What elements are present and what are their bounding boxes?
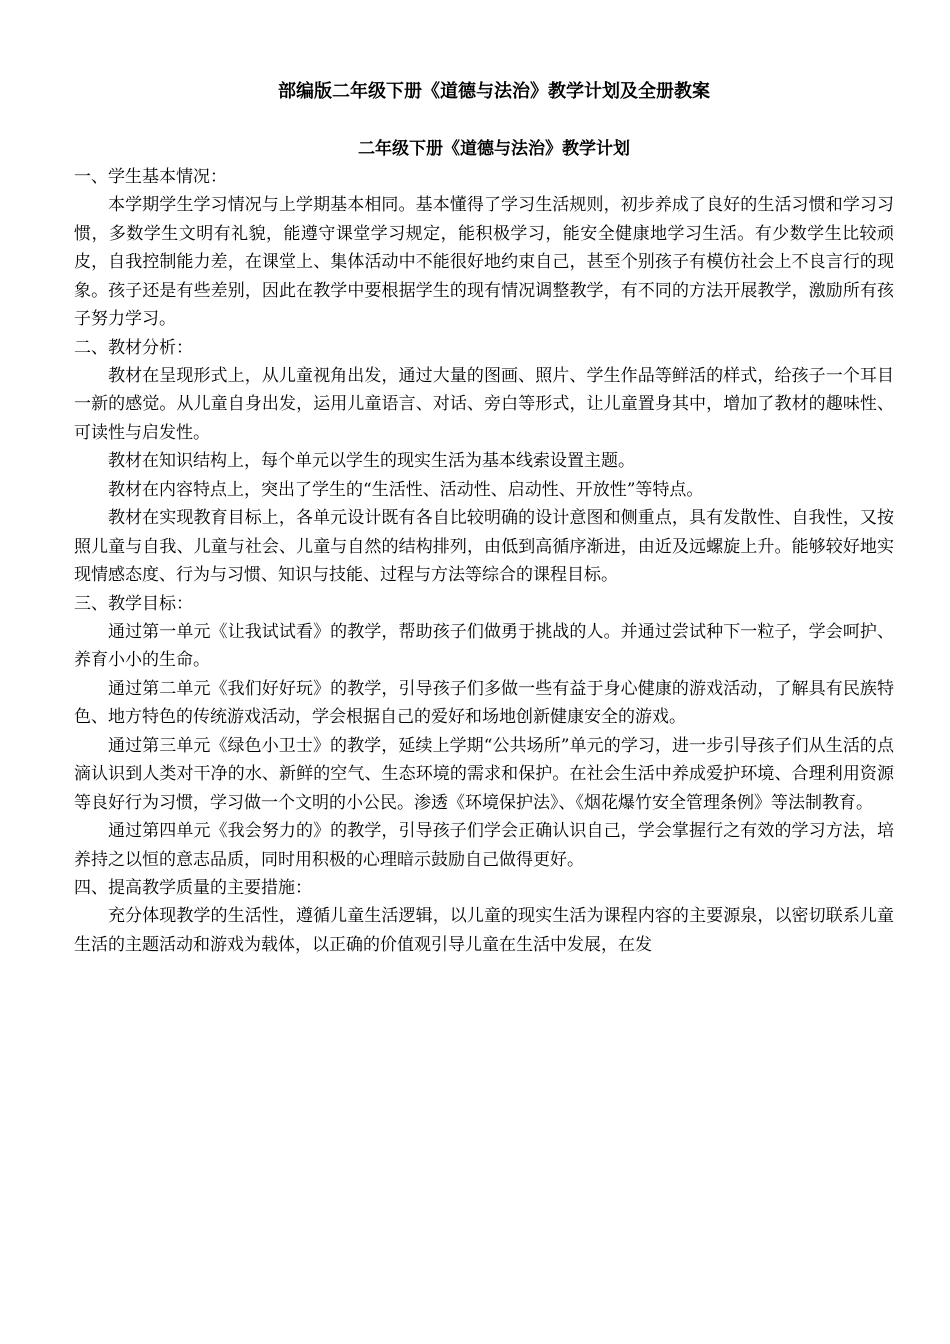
paragraph: 通过第二单元《我们好好玩》的教学，引导孩子们多做一些有益于身心健康的游戏活动，了解具有民族特色、地方特色的传统游戏活动，学会根据自己的爱好和场地创新健康安全的游戏。 bbox=[74, 678, 894, 727]
paragraph: 教材在知识结构上，每个单元以学生的现实生活为基本线索设置主题。 bbox=[108, 451, 635, 471]
paragraph: 教材在实现教育目标上，各单元设计既有各自比较明确的设计意图和侧重点，具有发散性、自我性，又按照儿童与自我、儿童与社会、儿童与自然的结构排列，由低到高循序渐进，由近及远螺旋上升。能够较好地实现情感态度、行为与习惯、知识与技能、过程与方法等综合的课程目标。 bbox=[74, 508, 894, 585]
paragraph: 通过第四单元《我会努力的》的教学，引导孩子们学会正确认识自己，学会掌握行之有效的学习方法，培养持之以恒的意志品质，同时用积极的心理暗示鼓励自己做得更好。 bbox=[74, 821, 894, 870]
paragraph: 本学期学生学习情况与上学期基本相同。基本懂得了学习生活规则，初步养成了良好的生活习惯和学习习惯，多数学生文明有礼貌，能遵守课堂学习规定，能积极学习，能安全健康地学习生活。有少数学生比较顽皮，自我控制能力差，在课堂上、集体活动中不能很好地约束自己，甚至个别孩子有模仿社会上不良言行的现象。孩子还是有些差别，因此在教学中要根据学生的现有情况调整教学，有不同的方法开展教学，激励所有孩子努力学习。 bbox=[74, 195, 894, 329]
section-heading: 二、教材分析： bbox=[74, 337, 193, 358]
document-page bbox=[74, 78, 894, 959]
paragraph: 通过第一单元《让我试试看》的教学，帮助孩子们做勇于挑战的人。并通过尝试种下一粒子，学会呵护、养育小小的生命。 bbox=[74, 621, 894, 670]
section-quality-measures bbox=[74, 874, 894, 959]
document-title: 部编版二年级下册《道德与法治》教学计划及全册教案 bbox=[278, 81, 710, 102]
section-heading: 一、学生基本情况： bbox=[74, 167, 227, 187]
paragraph: 教材在内容特点上，突出了学生的“生活性、活动性、启动性、开放性”等特点。 bbox=[108, 479, 704, 500]
paragraph: 通过第三单元《绿色小卫士》的教学，延续上学期“公共场所”单元的学习，进一步引导孩子们从生活的点滴认识到人类对干净的水、新鲜的空气、生态环境的需求和保护。在社会生活中养成爱护环境、合理利用资源等良好行为习惯，学习做一个文明的小公民。渗透《环境保护法》、《烟花爆竹安全管理条例》等法制教育。 bbox=[74, 735, 894, 813]
paragraph: 充分体现教学的生活性，遵循儿童生活逻辑，以儿童的现实生活为课程内容的主要源泉，以密切联系儿童生活的主题活动和游戏为载体，以正确的价值观引导儿童在生活中发展，在发 bbox=[74, 906, 894, 955]
section-teaching-goals bbox=[74, 590, 894, 875]
section-student-situation bbox=[74, 163, 894, 334]
section-heading: 三、教学目标： bbox=[74, 593, 193, 614]
section-textbook-analysis bbox=[74, 334, 894, 590]
section-heading: 四、提高教学质量的主要措施： bbox=[74, 878, 312, 898]
plan-title: 二年级下册《道德与法治》教学计划 bbox=[358, 139, 630, 159]
paragraph: 教材在呈现形式上，从儿童视角出发，通过大量的图画、照片、学生作品等鲜活的样式，给孩子一个耳目一新的感觉。从儿童自身出发，运用儿童语言、对话、旁白等形式，让儿童置身其中，增加了教材的趣味性、可读性与启发性。 bbox=[74, 365, 894, 443]
